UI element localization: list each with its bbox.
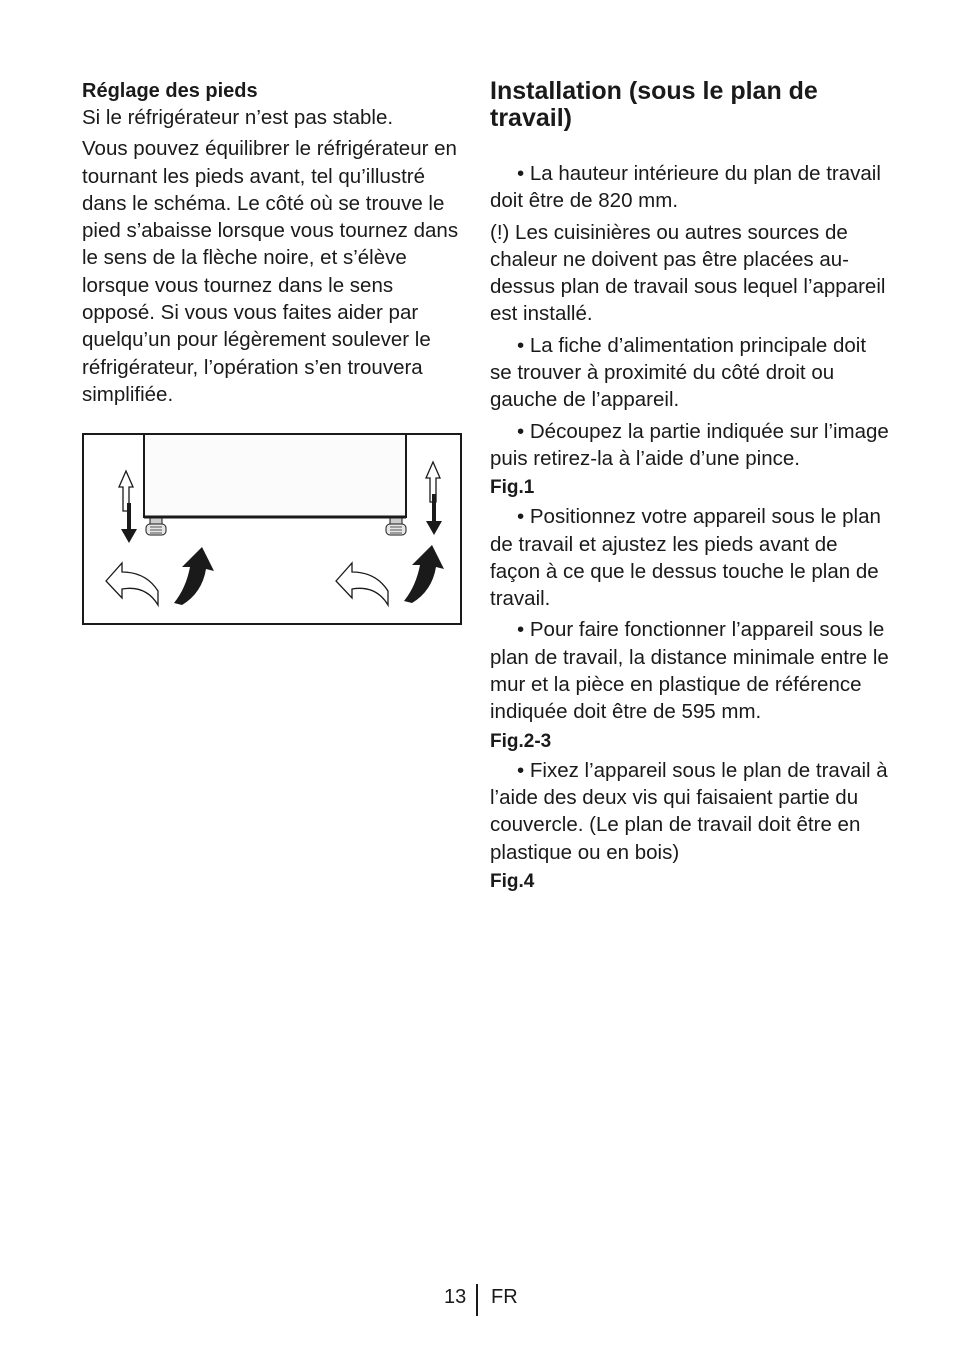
page-number: 13 <box>444 1286 467 1308</box>
language-code: FR <box>491 1286 518 1308</box>
body-text: Vous pouvez équilibrer le réfrigérateur en tournant les pieds avant, tel qu’illustré dans le schéma. Le côté où se trouve le pied s’abaisse lorsque vous tournez dans le sens de la flèche noire, et s’élève lorsque vous tournez dans le sens opposé. Si vous vous faites aider par quelqu’un pour légèrement soulever le réfrigérateur, l’opération s’en trouvera simplifiée. <box>82 137 459 406</box>
right-column <box>490 78 890 897</box>
list-item: • Positionnez votre appareil sous le plan de travail et ajustez les pieds avant de façon à ce que le dessus touche le plan de travail. <box>490 505 881 611</box>
right-foot <box>386 518 406 535</box>
list-item: • Découpez la partie indiquée sur l’image puis retirez-la à l’aide d’une pince. <box>490 419 889 470</box>
section-heading-installation: Installation (sous le plan de travail) <box>490 77 818 132</box>
figure-reference-1: Fig.1 <box>490 477 535 499</box>
intro-text: Si le réfrigérateur n’est pas stable. <box>82 106 394 129</box>
rotate-solid-right-icon <box>404 545 444 603</box>
left-foot <box>146 518 166 535</box>
section-heading-feet: Réglage des pieds <box>82 80 258 102</box>
footer-divider <box>476 1284 478 1316</box>
rotate-outline-right-icon <box>336 563 388 605</box>
list-item: • Fixez l’appareil sous le plan de travail à l’aide des deux vis qui faisaient partie du couvercle. (Le plan de travail doit être en plastique ou en bois) <box>490 758 888 864</box>
list-item: • Pour faire fonctionner l’appareil sous le plan de travail, la distance minimale entre le mur et la pièce en plastique de référence indiquée doit être de 595 mm. <box>490 618 889 724</box>
feet-adjustment-diagram <box>82 433 462 625</box>
warning-text: (!) Les cuisinières ou autres sources de chaleur ne doivent pas être placées au-dessus plan de travail sous lequel l’appareil est installé. <box>490 220 886 326</box>
list-item: • La fiche d’alimentation principale doit se trouver à proximité du côté droit ou gauche de l’appareil. <box>490 333 867 412</box>
page-footer <box>0 1284 954 1316</box>
rotate-outline-left-icon <box>106 563 158 605</box>
fridge-body <box>144 434 406 517</box>
rotate-solid-left-icon <box>174 547 214 605</box>
figure-reference-4: Fig.4 <box>490 870 535 892</box>
list-item: • La hauteur intérieure du plan de travail doit être de 820 mm. <box>490 162 881 213</box>
figure-reference-2-3: Fig.2-3 <box>490 730 552 752</box>
down-arrow-solid-right-icon <box>426 494 442 535</box>
left-column <box>82 78 462 412</box>
